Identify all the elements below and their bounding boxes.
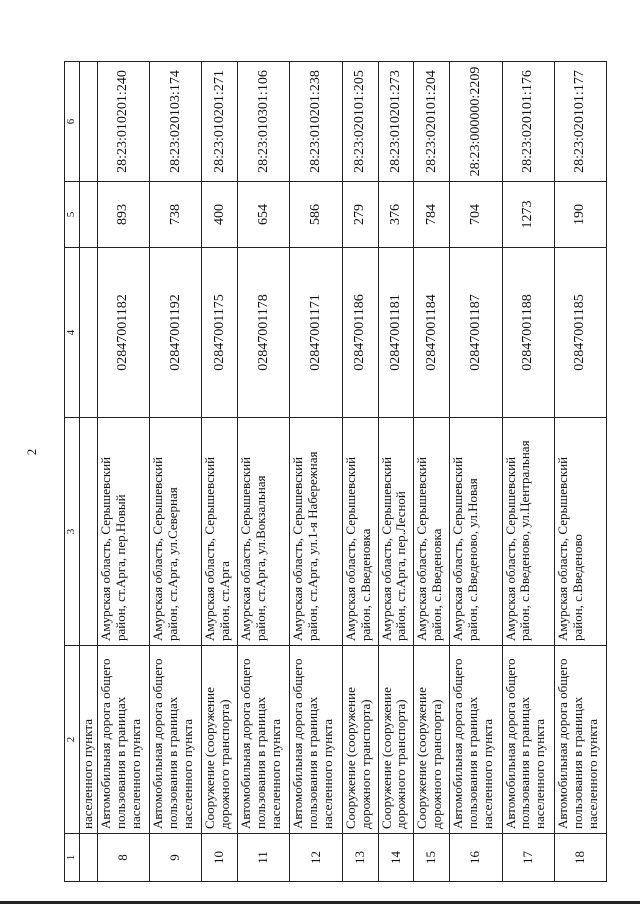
cadastral-number: 28:23:020101:176: [502, 62, 554, 182]
row-number: 12: [290, 834, 342, 882]
header-cell: 5: [65, 182, 80, 248]
registry-code: 02847001182: [97, 248, 149, 418]
registry-code: 02847001187: [450, 248, 502, 418]
object-name: Автомобильная дорога общего пользования в границах населенного пункта: [290, 646, 342, 834]
cadastral-number: 28:23:020103:174: [150, 62, 202, 182]
table-row: [342, 62, 378, 882]
object-name: Автомобильная дорога общего пользования в границах населенного пункта: [502, 646, 554, 834]
object-address: Амурская область, Серышевский район, ст.Арга, ул.Северная: [150, 418, 202, 646]
cadastral-number: 28:23:020101:205: [342, 62, 378, 182]
object-name: Сооружение (сооружение дорожного транспорта): [378, 646, 414, 834]
table-row: [414, 62, 450, 882]
object-name: Сооружение (сооружение дорожного транспорта): [342, 646, 378, 834]
registry-code: 02847001171: [290, 248, 342, 418]
table-row: [202, 62, 238, 882]
length-value: 279: [342, 182, 378, 248]
bottom-rule: [0, 901, 640, 904]
object-address: Амурская область, Серышевский район, ст.Арга, ул.1-я Набережная: [290, 418, 342, 646]
table-row: [97, 62, 149, 882]
table-row: [554, 62, 606, 882]
object-name: Автомобильная дорога общего пользования в границах населенного пункта: [150, 646, 202, 834]
row-number: 11: [238, 834, 290, 882]
table-row: [450, 62, 502, 882]
table-row: [150, 62, 202, 882]
length-value: 1273: [502, 182, 554, 248]
row-number: 18: [554, 834, 606, 882]
object-address: Амурская область, Серышевский район, ст.Арга, пер.Лесной: [378, 418, 414, 646]
rotated-page: [64, 62, 607, 882]
continuation-text: населенного пункта: [80, 646, 98, 834]
object-address: Амурская область, Серышевский район, с.Введеново, ул.Новая: [450, 418, 502, 646]
cadastral-number: 28:23:010201:238: [290, 62, 342, 182]
object-address: Амурская область, Серышевский район, с.Введеново, ул.Центральная: [502, 418, 554, 646]
header-cell: 2: [65, 646, 80, 834]
row-number: 9: [150, 834, 202, 882]
row-number: 14: [378, 834, 414, 882]
page-number: 2: [24, 448, 39, 456]
header-cell: 1: [65, 834, 80, 882]
object-address: Амурская область, Серышевский район, ст.Арга, пер.Новый: [97, 418, 149, 646]
object-name: Сооружение (сооружение дорожного транспорта): [202, 646, 238, 834]
table-row: [378, 62, 414, 882]
header-cell: 3: [65, 418, 80, 646]
length-value: 738: [150, 182, 202, 248]
registry-code: 02847001181: [378, 248, 414, 418]
object-name: Автомобильная дорога общего пользования в границах населенного пункта: [554, 646, 606, 834]
row-number: 16: [450, 834, 502, 882]
object-name: Автомобильная дорога общего пользования в границах населенного пункта: [238, 646, 290, 834]
cadastral-number: 28:23:020101:204: [414, 62, 450, 182]
length-value: 376: [378, 182, 414, 248]
length-value: 400: [202, 182, 238, 248]
header-cell: 4: [65, 248, 80, 418]
object-address: Амурская область, Серышевский район, с.Введеново: [554, 418, 606, 646]
cadastral-number: 28:23:000000:2209: [450, 62, 502, 182]
registry-code: 02847001186: [342, 248, 378, 418]
object-address: Амурская область, Серышевский район, с.Введеновка: [414, 418, 450, 646]
length-value: 654: [238, 182, 290, 248]
registry-code: 02847001185: [554, 248, 606, 418]
length-value: 704: [450, 182, 502, 248]
object-address: Амурская область, Серышевский район, ст.Арга, ул.Вокзальная: [238, 418, 290, 646]
object-address: Амурская область, Серышевский район, ст.Арга: [202, 418, 238, 646]
cadastral-number: 28:23:020101:177: [554, 62, 606, 182]
row-number: 13: [342, 834, 378, 882]
roads-table: [64, 61, 607, 882]
table-row: [290, 62, 342, 882]
header-row: [65, 62, 80, 882]
cadastral-number: 28:23:010201:273: [378, 62, 414, 182]
table-row: [502, 62, 554, 882]
object-name: Автомобильная дорога общего пользования в границах населенного пункта: [450, 646, 502, 834]
object-address: Амурская область, Серышевский район, с.Введеновка: [342, 418, 378, 646]
object-name: Сооружение (сооружение дорожного транспорта): [414, 646, 450, 834]
row-number: 17: [502, 834, 554, 882]
cadastral-number: 28:23:010201:240: [97, 62, 149, 182]
registry-code: 02847001175: [202, 248, 238, 418]
header-cell: 6: [65, 62, 80, 182]
row-number: 8: [97, 834, 149, 882]
cadastral-number: 28:23:010301:106: [238, 62, 290, 182]
object-name: Автомобильная дорога общего пользования в границах населенного пункта: [97, 646, 149, 834]
length-value: 893: [97, 182, 149, 248]
registry-code: 02847001188: [502, 248, 554, 418]
cadastral-number: 28:23:010201:271: [202, 62, 238, 182]
registry-code: 02847001192: [150, 248, 202, 418]
continuation-row: [80, 62, 98, 882]
registry-code: 02847001178: [238, 248, 290, 418]
length-value: 784: [414, 182, 450, 248]
row-number: 10: [202, 834, 238, 882]
length-value: 586: [290, 182, 342, 248]
row-number: 15: [414, 834, 450, 882]
registry-code: 02847001184: [414, 248, 450, 418]
length-value: 190: [554, 182, 606, 248]
table-row: [238, 62, 290, 882]
